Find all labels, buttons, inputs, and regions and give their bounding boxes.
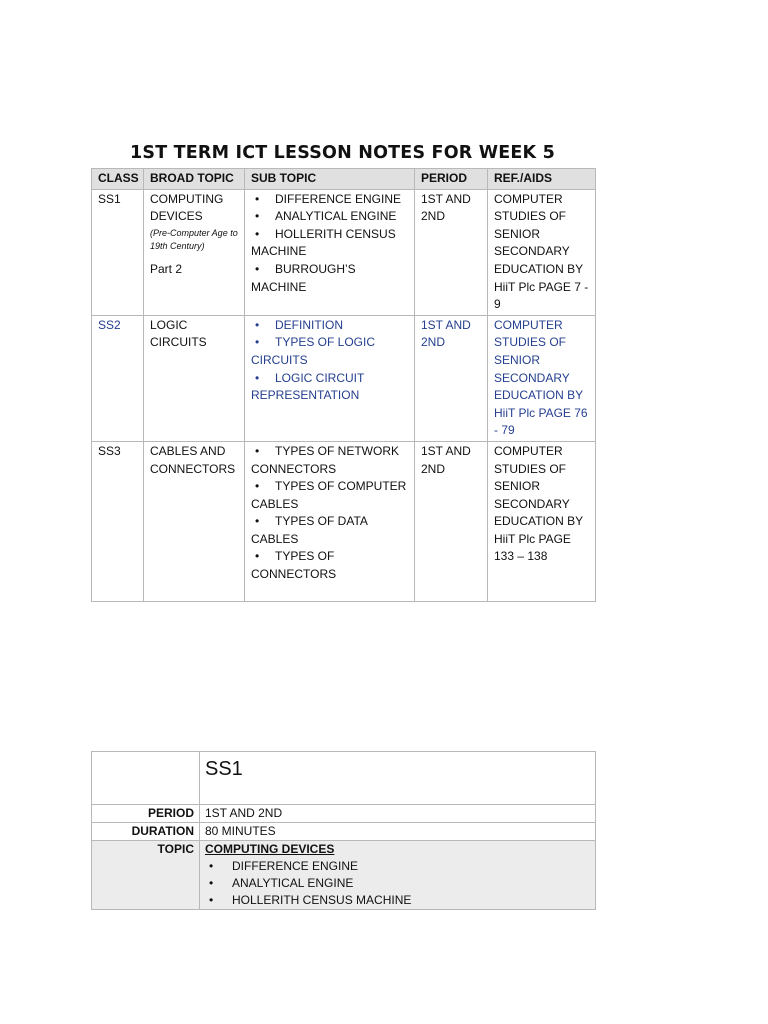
header-broad-topic: BROAD TOPIC: [144, 169, 245, 190]
list-item: • LOGIC CIRCUIT REPRESENTATION: [251, 370, 408, 405]
cell-ref-aids: COMPUTER STUDIES OF SENIOR SECONDARY EDUCATION BY HiiT Plc PAGE 7 - 9: [488, 189, 596, 315]
lesson-table: [91, 168, 596, 602]
sub-topic-list: [251, 317, 408, 405]
table-row-ss1: [92, 189, 596, 315]
cell-period: 1ST AND 2ND: [415, 441, 488, 601]
list-item: • BURROUGH’S MACHINE: [251, 261, 408, 296]
sub-topic-list: [251, 191, 408, 297]
topic-title: COMPUTING DEVICES: [205, 842, 335, 856]
detail-period-row: [92, 805, 596, 823]
class-heading: SS1: [205, 758, 243, 780]
period-value: 1ST AND 2ND: [200, 805, 596, 823]
detail-duration-row: [92, 823, 596, 841]
header-sub-topic: SUB TOPIC: [245, 169, 415, 190]
detail-header-blank: [92, 752, 200, 805]
cell-sub-topic: [245, 441, 415, 601]
cell-class: SS1: [92, 189, 144, 315]
cell-ref-aids: COMPUTER STUDIES OF SENIOR SECONDARY EDUCATION BY HiiT Plc PAGE 76 - 79: [488, 315, 596, 441]
header-period: PERIOD: [415, 169, 488, 190]
cell-class: SS2: [92, 315, 144, 441]
cell-class: SS3: [92, 441, 144, 601]
cell-ref-aids: COMPUTER STUDIES OF SENIOR SECONDARY EDUCATION BY HiiT Plc PAGE 133 – 138: [488, 441, 596, 601]
list-item: • TYPES OF NETWORK CONNECTORS: [251, 443, 408, 478]
list-item: • TYPES OF DATA CABLES: [251, 513, 408, 548]
list-item: • ANALYTICAL ENGINE: [251, 208, 408, 226]
header-ref-aids: REF./AIDS: [488, 169, 596, 190]
list-item: • ANALYTICAL ENGINE: [205, 875, 590, 892]
period-label: PERIOD: [92, 805, 200, 823]
list-item: • HOLLERITH CENSUS MACHINE: [205, 892, 590, 909]
broad-topic-note: (Pre-Computer Age to 19th Century): [150, 227, 238, 251]
table-row-ss3: [92, 441, 596, 601]
cell-period: 1ST AND 2ND: [415, 315, 488, 441]
list-item: • HOLLERITH CENSUS MACHINE: [251, 226, 408, 261]
list-item: • TYPES OF CONNECTORS: [251, 548, 408, 583]
list-item: • TYPES OF COMPUTER CABLES: [251, 478, 408, 513]
sub-topic-list: [251, 443, 408, 584]
list-item: • DIFFERENCE ENGINE: [205, 858, 590, 875]
header-class: CLASS: [92, 169, 144, 190]
detail-header-cell: [200, 752, 596, 805]
topic-list: [205, 858, 590, 909]
broad-topic-text: COMPUTING DEVICES: [150, 191, 224, 224]
detail-topic-row: [92, 841, 596, 910]
list-item: • DIFFERENCE ENGINE: [251, 191, 408, 209]
lesson-table-header: [92, 169, 596, 190]
cell-broad-topic: LOGIC CIRCUITS: [144, 315, 245, 441]
duration-value: 80 MINUTES: [200, 823, 596, 841]
cell-broad-topic: [144, 189, 245, 315]
duration-label: DURATION: [92, 823, 200, 841]
table-row-ss2: [92, 315, 596, 441]
page-title: 1ST TERM ICT LESSON NOTES FOR WEEK 5: [130, 143, 555, 163]
topic-label: TOPIC: [92, 841, 200, 910]
lesson-detail-table: [91, 751, 596, 910]
broad-topic-part: Part 2: [150, 261, 183, 276]
list-item: • TYPES OF LOGIC CIRCUITS: [251, 334, 408, 369]
cell-broad-topic: CABLES AND CONNECTORS: [144, 441, 245, 601]
cell-sub-topic: [245, 315, 415, 441]
topic-cell: [200, 841, 596, 910]
cell-period: 1ST AND 2ND: [415, 189, 488, 315]
detail-header-row: [92, 752, 596, 805]
list-item: • DEFINITION: [251, 317, 408, 335]
cell-sub-topic: [245, 189, 415, 315]
